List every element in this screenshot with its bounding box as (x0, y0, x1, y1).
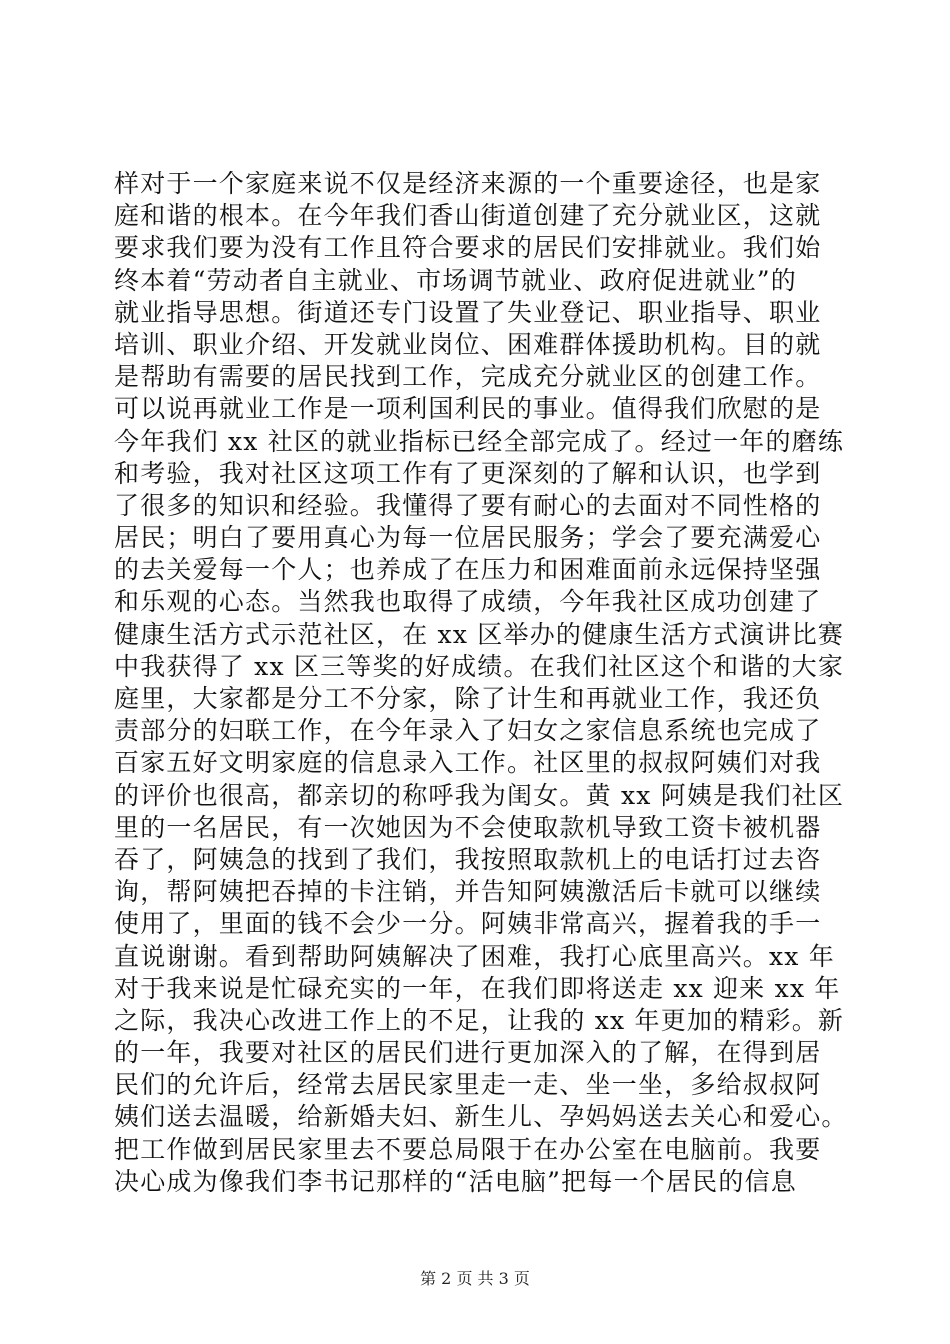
text-line: 庭里，大家都是分工不分家，除了计生和再就业工作，我还负 (114, 684, 822, 713)
text-line: 培训、职业介绍、开发就业岗位、困难群体援助机构。目的就 (114, 329, 822, 359)
text-line: 对于我来说是忙碌充实的一年，在我们即将送走 xx 迎来 xx 年 (114, 973, 841, 1003)
text-line: 就业指导思想。街道还专门设置了失业登记、职业指导、职业 (114, 297, 822, 327)
text-line: 和考验，我对社区这项工作有了更深刻的了解和认识，也学到 (114, 458, 822, 488)
text-line: 责部分的妇联工作，在今年录入了妇女之家信息系统也完成了 (114, 716, 822, 746)
text-line: 把工作做到居民家里去不要总局限于在办公室在电脑前。我要 (114, 1134, 822, 1164)
text-line: 使用了，里面的钱不会少一分。阿姨非常高兴，握着我的手一 (114, 909, 822, 939)
text-line: 的一年，我要对社区的居民们进行更加深入的了解，在得到居 (114, 1038, 822, 1068)
text-line: 决心成为像我们李书记那样的“活电脑”把每一个居民的信息 (114, 1166, 797, 1196)
text-line: 之际，我决心改进工作上的不足，让我的 xx 年更加的精彩。新 (114, 1005, 845, 1035)
text-line: 询，帮阿姨把吞掉的卡注销，并告知阿姨激活后卡就可以继续 (114, 877, 822, 907)
text-line: 中我获得了 xx 区三等奖的好成绩。在我们社区这个和谐的大家 (114, 651, 845, 681)
text-line: 今年我们 xx 社区的就业指标已经全部完成了。经过一年的磨练 (114, 426, 845, 456)
text-line: 样对于一个家庭来说不仅是经济来源的一个重要途径，也是家 (114, 169, 822, 198)
text-line: 健康生活方式示范社区，在 xx 区举办的健康生活方式演讲比赛 (114, 619, 845, 649)
text-line: 里的一名居民，有一次她因为不会使取款机导致工资卡被机器 (114, 812, 822, 842)
body-text (114, 168, 854, 1198)
text-line: 庭和谐的根本。在今年我们香山街道创建了充分就业区，这就 (114, 201, 822, 231)
text-line: 和乐观的心态。当然我也取得了成绩，今年我社区成功创建了 (114, 587, 822, 617)
text-line: 直说谢谢。看到帮助阿姨解决了困难，我打心底里高兴。xx 年 (114, 941, 835, 971)
text-line: 了很多的知识和经验。我懂得了要有耐心的去面对不同性格的 (114, 490, 822, 520)
text-line: 要求我们要为没有工作且符合要求的居民们安排就业。我们始 (114, 233, 822, 263)
text-line: 可以说再就业工作是一项利国利民的事业。值得我们欣慰的是 (114, 394, 822, 424)
text-line: 百家五好文明家庭的信息录入工作。社区里的叔叔阿姨们对我 (114, 748, 822, 778)
page-number-label: 第 2 页 共 3 页 (420, 1269, 530, 1288)
page-footer (0, 1266, 950, 1289)
text-line: 姨们送去温暖，给新婚夫妇、新生儿、孕妈妈送去关心和爱心。 (114, 1102, 848, 1132)
text-line: 居民；明白了要用真心为每一位居民服务；学会了要充满爱心 (114, 523, 822, 553)
text-line: 吞了，阿姨急的找到了我们，我按照取款机上的电话打过去咨 (114, 844, 822, 874)
text-line: 的去关爱每一个人；也养成了在压力和困难面前永远保持坚强 (114, 555, 822, 585)
text-line: 是帮助有需要的居民找到工作，完成充分就业区的创建工作。 (114, 362, 822, 392)
text-line: 民们的允许后，经常去居民家里走一走、坐一坐，多给叔叔阿 (114, 1070, 822, 1100)
text-line: 终本着“劳动者自主就业、市场调节就业、政府促进就业”的 (114, 265, 797, 295)
text-line: 的评价也很高，都亲切的称呼我为闺女。黄 xx 阿姨是我们社区 (114, 780, 845, 810)
